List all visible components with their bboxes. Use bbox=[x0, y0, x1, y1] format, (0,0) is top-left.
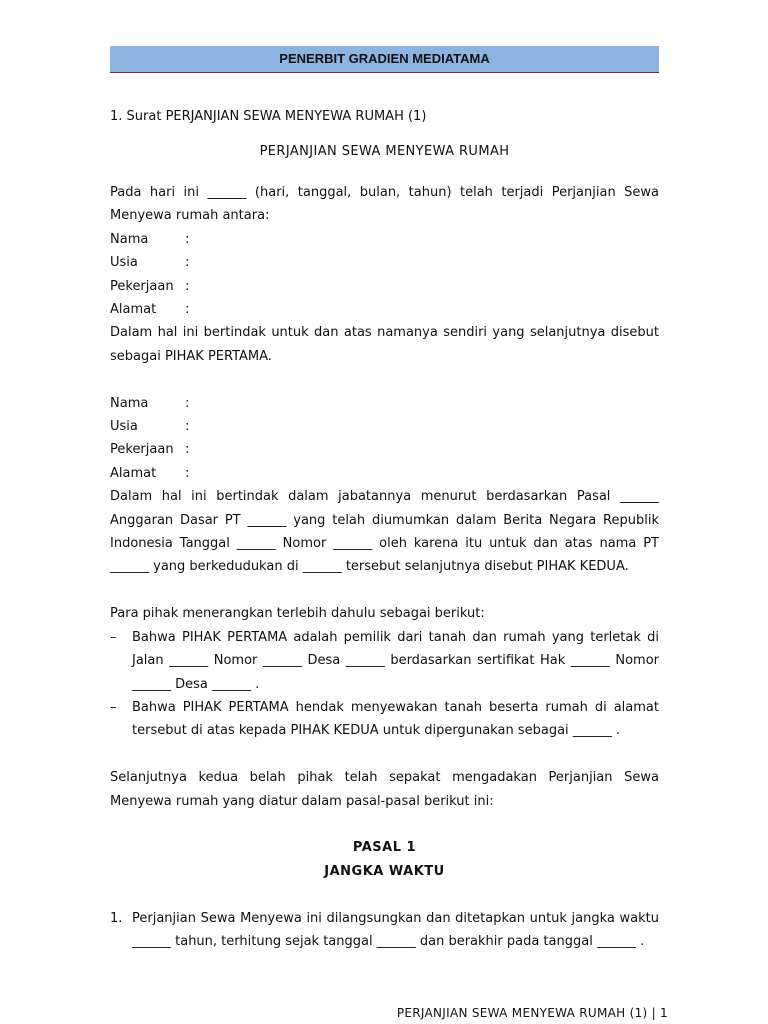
party2-statement: Dalam hal ini bertindak dalam jabatannya menurut berdasarkan Pasal ______ Anggaran Dasar PT ______ yang telah diumumkan dalam Berita Negara Republik Indonesia Tanggal ______ Nomor ______ oleh karena itu untuk dan atas nama PT ______ yang berkedudukan di ______ tersebut selanjutnya disebut PIHAK KEDUA. bbox=[110, 489, 659, 575]
field-label: Pekerjaan bbox=[110, 278, 174, 294]
party2-field-age bbox=[110, 415, 659, 438]
publisher-header bbox=[110, 46, 659, 73]
dash-marker: – bbox=[110, 629, 117, 645]
field-label: Usia bbox=[110, 255, 138, 271]
party2-field-name bbox=[110, 392, 659, 415]
dash-marker: – bbox=[110, 699, 117, 715]
party1-field-address bbox=[110, 298, 659, 321]
party1-field-name bbox=[110, 228, 659, 251]
party1-fields bbox=[110, 228, 659, 322]
preamble-lead: Para pihak menerangkan terlebih dahulu sebagai berikut: bbox=[110, 606, 485, 622]
agreement-paragraph: Selanjutnya kedua belah pihak telah sepakat mengadakan Perjanjian Sewa Menyewa rumah yang diatur dalam pasal-pasal berikut ini: bbox=[110, 770, 659, 809]
field-separator: : bbox=[185, 395, 190, 411]
list-item bbox=[110, 907, 659, 954]
field-separator: : bbox=[185, 302, 190, 318]
party1-statement: Dalam hal ini bertindak untuk dan atas namanya sendiri yang selanjutnya disebut sebagai PIHAK PERTAMA. bbox=[110, 325, 659, 364]
field-separator: : bbox=[185, 465, 190, 481]
list-item-text: Bahwa PIHAK PERTAMA adalah pemilik dari tanah dan rumah yang terletak di Jalan ______ Nomor ______ Desa ______ berdasarkan sertifikat Hak ______ Nomor ______ Desa ______ . bbox=[132, 629, 659, 692]
field-label: Alamat bbox=[110, 465, 157, 481]
preamble-list bbox=[110, 626, 659, 743]
field-separator: : bbox=[185, 419, 190, 435]
list-item bbox=[110, 696, 659, 743]
field-separator: : bbox=[185, 255, 190, 271]
party1-field-age bbox=[110, 251, 659, 274]
number-marker: 1. bbox=[110, 910, 123, 926]
field-label: Nama bbox=[110, 395, 149, 411]
document-page bbox=[110, 46, 659, 953]
pasal-number: PASAL 1 bbox=[352, 840, 417, 856]
pasal-title: JANGKA WAKTU bbox=[324, 863, 445, 879]
list-item-text: Bahwa PIHAK PERTAMA hendak menyewakan tanah beserta rumah di alamat tersebut di atas kepada PIHAK KEDUA untuk dipergunakan sebagai ______ . bbox=[132, 699, 659, 739]
document-heading: 1. Surat PERJANJIAN SEWA MENYEWA RUMAH (1) bbox=[110, 109, 427, 124]
intro-paragraph: Pada hari ini ______ (hari, tanggal, bulan, tahun) telah terjadi Perjanjian Sewa Menyewa rumah antara: bbox=[110, 185, 659, 224]
party2-field-address bbox=[110, 462, 659, 485]
party1-field-occupation bbox=[110, 275, 659, 298]
field-separator: : bbox=[185, 231, 190, 247]
page-footer: PERJANJIAN SEWA MENYEWA RUMAH (1) | 1 bbox=[396, 1006, 668, 1020]
field-label: Nama bbox=[110, 231, 149, 247]
field-label: Pekerjaan bbox=[110, 442, 174, 458]
field-label: Alamat bbox=[110, 302, 157, 318]
agreement-title: PERJANJIAN SEWA MENYEWA RUMAH bbox=[259, 144, 510, 159]
field-label: Usia bbox=[110, 419, 138, 435]
field-separator: : bbox=[185, 442, 190, 458]
field-separator: : bbox=[185, 278, 190, 294]
party2-fields bbox=[110, 392, 659, 486]
list-item-text: Perjanjian Sewa Menyewa ini dilangsungkan dan ditetapkan untuk jangka waktu ______ tahun, terhitung sejak tanggal ______ dan berakhir pada tanggal ______ . bbox=[132, 910, 659, 949]
list-item bbox=[110, 626, 659, 696]
party2-field-occupation bbox=[110, 438, 659, 461]
pasal1-list bbox=[110, 907, 659, 954]
publisher-title: PENERBIT GRADIEN MEDIATAMA bbox=[279, 51, 490, 66]
